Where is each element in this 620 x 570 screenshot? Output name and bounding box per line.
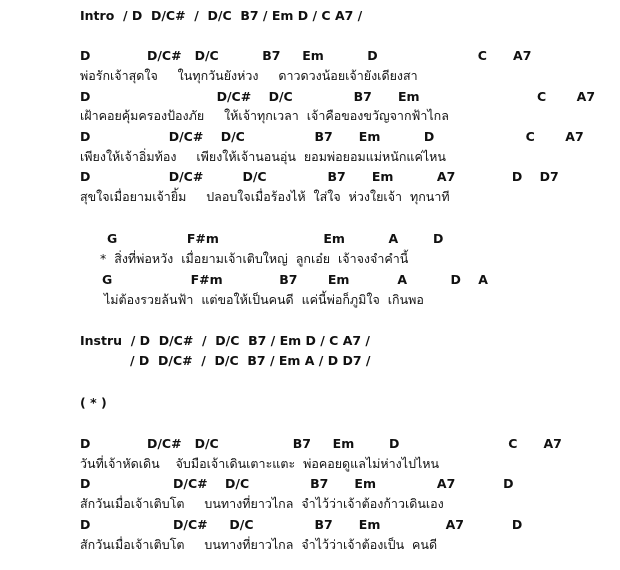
chorus-lyrics-1: * สิ่งที่พ่อหวัง เมื่อยามเจ้าเติบใหญ่ ลูกเอ๋ย เจ้าจงจำคำนี้ <box>100 251 409 266</box>
verse1-lyrics-2: เฝ้าคอยคุ้มครองป้องภัย ให้เจ้าทุกเวลา เจ้าคือของขวัญจากฟ้าไกล <box>80 108 449 123</box>
instru-line-1: Instru / D D/C# / D/C B7 / Em D / C A7 / <box>80 333 370 348</box>
verse1-lyrics-1: พ่อรักเจ้าสุดใจ ในทุกวันยังห่วง ดาวดวงน้อยเจ้ายังเดียงสา <box>80 68 418 83</box>
verse2-lyrics-2: สักวันเมื่อเจ้าเติบโต บนทางที่ยาวไกล จำไว้ว่าเจ้าต้องก้าวเดินเอง <box>80 496 444 511</box>
verse1-lyrics-4: สุขใจเมื่อยามเจ้ายิ้ม ปลอบใจเมื่อร้องไห้ ใส่ใจ ห่วงใยเจ้า ทุกนาที <box>80 189 450 204</box>
verse2-lyrics-3: สักวันเมื่อเจ้าเติบโต บนทางที่ยาวไกล จำไว้ว่าเจ้าต้องเป็น คนดี <box>80 537 438 552</box>
verse1-chords-4: D D/C# D/C B7 Em A7 D D7 <box>80 169 559 184</box>
verse2-lyrics-1: วันที่เจ้าหัดเดิน จับมือเจ้าเดินเตาะแตะ พ่อคอยดูแลไม่ห่างไปไหน <box>80 456 440 471</box>
verse2-chords-3: D D/C# D/C B7 Em A7 D <box>80 517 523 532</box>
chorus-lyrics-2: ไม่ต้องรวยล้นฟ้า แต่ขอให้เป็นคนดี แค่นี้พ่อก็ภูมิใจ เกินพอ <box>104 292 424 307</box>
verse1-chords-2: D D/C# D/C B7 Em C A7 <box>80 89 596 104</box>
verse1-chords-1: D D/C# D/C B7 Em D C A7 <box>80 48 532 63</box>
verse2-chords-1: D D/C# D/C B7 Em D C A7 <box>80 436 562 451</box>
chorus-chords-1: G F#m Em A D <box>107 231 444 246</box>
chorus-chords-2: G F#m B7 Em A D A <box>102 272 488 287</box>
instru-line-2: / D D/C# / D/C B7 / Em A / D D7 / <box>130 353 371 368</box>
verse1-lyrics-3: เพียงให้เจ้าอิ่มท้อง เพียงให้เจ้านอนอุ่น ยอมพ่อยอมแม่หนักแค่ไหน <box>80 149 446 164</box>
verse1-chords-3: D D/C# D/C B7 Em D C A7 <box>80 129 584 144</box>
repeat-chorus-marker: ( * ) <box>80 395 107 410</box>
verse2-chords-2: D D/C# D/C B7 Em A7 D <box>80 476 514 491</box>
intro-line: Intro / D D/C# / D/C B7 / Em D / C A7 / <box>80 8 363 23</box>
